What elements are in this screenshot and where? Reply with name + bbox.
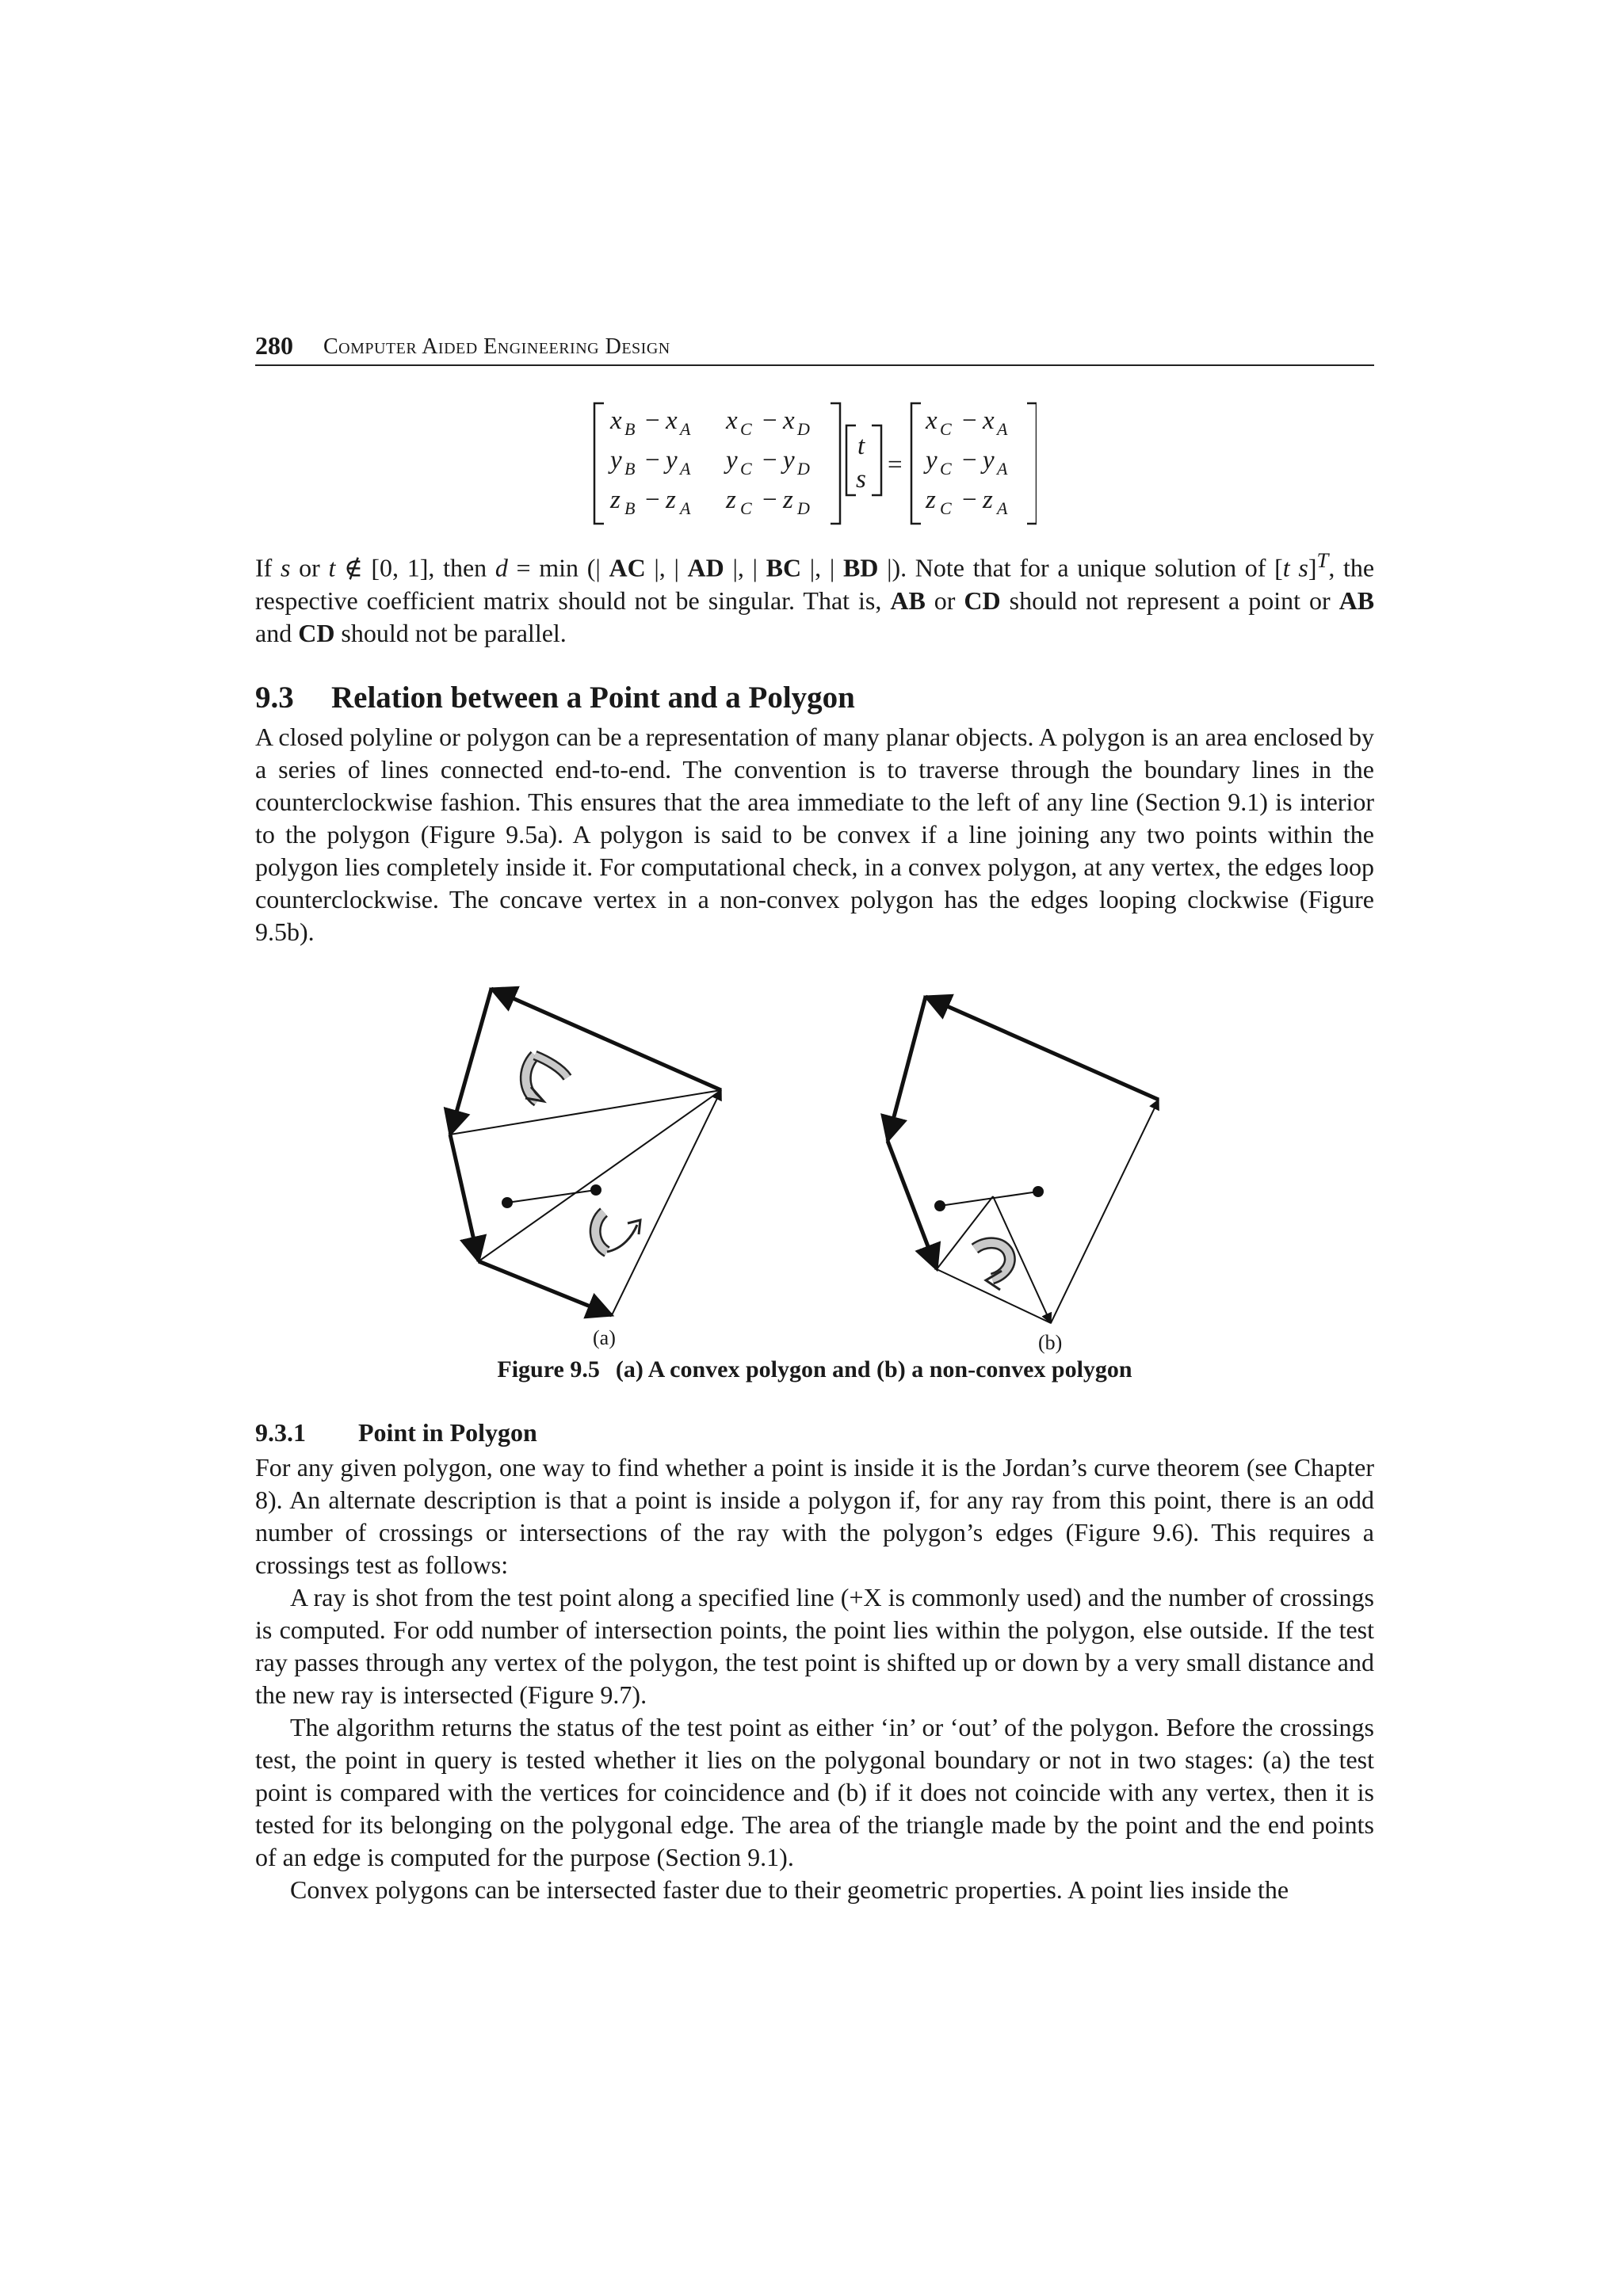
- minus-sign: −: [962, 446, 977, 475]
- equals-sign: =: [888, 451, 903, 479]
- non-convex-polygon: [888, 997, 1159, 1323]
- rhs-term-subscript: A: [997, 419, 1008, 439]
- vector-element: s: [856, 465, 866, 494]
- matrix-term-subscript: C: [740, 419, 752, 439]
- paragraph-convex-polygons: Convex polygons can be intersected faster due to their geometric properties. A point lies inside the: [290, 1875, 1289, 1904]
- matrix-term: x: [726, 406, 738, 435]
- section-title: Relation between a Point and a Polygon: [331, 681, 855, 715]
- matrix-equation: [593, 400, 1037, 527]
- section-number: 9.3: [255, 681, 294, 715]
- rhs-term-subscript: C: [940, 459, 952, 479]
- page-number: 280: [255, 331, 293, 360]
- matrix-term-subscript: A: [680, 498, 691, 518]
- matrix-term: y: [726, 446, 738, 475]
- minus-sign: −: [762, 486, 777, 514]
- matrix-equation-graphic: [593, 400, 1037, 527]
- minus-sign: −: [762, 446, 777, 475]
- matrix-term-subscript: A: [680, 459, 691, 479]
- matrix-term-subscript: B: [624, 459, 636, 479]
- minus-sign: −: [962, 406, 977, 435]
- subsection-title: Point in Polygon: [358, 1418, 537, 1447]
- paragraph-crossings-test: A ray is shot from the test point along a specified line (+X is commonly used) and the number of crossings is computed. For odd number of intersection points, the point lies within the polygon, else outside. If the test ray passes through any vertex of the polygon, the test point is shifted up or down by a very small distance and the new ray is intersected (Figure 9.7).: [255, 1583, 1374, 1709]
- paragraph-algorithm-status: The algorithm returns the status of the test point as either ‘in’ or ‘out’ of the polygon. Before the crossings test, the point in query is tested whether it lies on the polygonal boundary or not in two stages: (a) the test point is compared with the vertices for coincidence and (b) if it does not coincide with any vertex, then it is tested for its belonging on the polygonal edge. The area of the triangle made by the point and the end points of an edge is computed for the purpose (Section 9.1).: [255, 1713, 1374, 1871]
- rhs-term-subscript: A: [997, 459, 1008, 479]
- figure-label-b: (b): [1038, 1331, 1063, 1354]
- subsection-heading: [255, 1418, 537, 1447]
- matrix-term-subscript: B: [624, 419, 636, 439]
- minus-sign: −: [762, 406, 777, 435]
- vector-element: t: [857, 432, 865, 460]
- matrix-term: y: [610, 446, 622, 475]
- matrix-term-subscript: A: [680, 419, 691, 439]
- minus-sign: −: [645, 486, 660, 514]
- matrix-term-subscript: D: [797, 419, 810, 439]
- convex-polygon: [450, 989, 721, 1315]
- ccw-loop-icon-lower: [595, 1212, 640, 1252]
- figure-caption-id: Figure 9.5: [497, 1356, 600, 1383]
- matrix-term-subscript: D: [797, 459, 810, 479]
- rhs-term-subscript: C: [940, 498, 952, 518]
- matrix-term-subscript: C: [740, 459, 752, 479]
- paragraph-polygon-definition: A closed polyline or polygon can be a representation of many planar objects. A polygon is an area enclosed by a series of lines connected end-to-end. The convention is to traverse through the boundary lines in the counterclockwise fashion. This ensures that the area immediate to the left of any line (Section 9.1) is interior to the polygon (Figure 9.5a). A polygon is said to be convex if a line joining any two points within the polygon lies completely inside it. For computational check, in a convex polygon, at any vertex, the edges loop counterclockwise. The concave vertex in a non-convex polygon has the edges looping clockwise (Figure 9.5b).: [255, 723, 1374, 946]
- matrix-term-subscript: D: [797, 498, 810, 518]
- paragraph-intro: If s or t ∉ [0, 1], then d = min (| AC |, | AD |, | BC |, | BD |). Note that for a unique solution of [t s]$^T$, the respective coefficient matrix should not be singular. That is, AB or CD should not represent a point or AB and CD should not be parallel.: [255, 548, 1375, 647]
- section-heading: [255, 680, 855, 715]
- page-header: [255, 331, 1374, 366]
- polygon-diagrams: [428, 982, 1220, 1355]
- rhs-term: x: [926, 406, 938, 435]
- paragraph-jordan-theorem: For any given polygon, one way to find whether a point is inside it is the Jordan’s curve theorem (see Chapter 8). An alternate description is that a point is inside a polygon if, for any ray from this point, there is an odd number of crossings or intersections of the ray with the polygon’s edges (Figure 9.6). This requires a crossings test as follows:: [255, 1453, 1374, 1579]
- subsection-number: 9.3.1: [255, 1418, 306, 1447]
- minus-sign: −: [962, 486, 977, 514]
- matrix-term: z: [726, 486, 736, 514]
- matrix-term-subscript: B: [624, 498, 636, 518]
- matrix-term: z: [783, 486, 793, 514]
- minus-sign: −: [645, 406, 660, 435]
- figure-label-a: (a): [593, 1326, 616, 1349]
- rhs-term: z: [926, 486, 936, 514]
- matrix-term-subscript: C: [740, 498, 752, 518]
- figure-caption-text: (a) A convex polygon and (b) a non-convex polygon: [615, 1356, 1132, 1383]
- rhs-term: z: [983, 486, 993, 514]
- matrix-term: z: [610, 486, 621, 514]
- rhs-term-subscript: C: [940, 419, 952, 439]
- figure-9-5: [428, 982, 1220, 1363]
- ccw-loop-icon: [525, 1055, 567, 1101]
- cw-loop-icon: [975, 1243, 1010, 1290]
- minus-sign: −: [645, 446, 660, 475]
- rhs-term-subscript: A: [997, 498, 1008, 518]
- rhs-term: x: [983, 406, 995, 435]
- rhs-term: y: [926, 446, 938, 475]
- rhs-term: y: [983, 446, 995, 475]
- matrix-term: z: [666, 486, 676, 514]
- figure-caption: [255, 1356, 1374, 1383]
- matrix-term: y: [666, 446, 678, 475]
- matrix-term: x: [783, 406, 795, 435]
- matrix-term: y: [783, 446, 795, 475]
- running-title: Computer Aided Engineering Design: [323, 334, 670, 359]
- matrix-term: x: [666, 406, 678, 435]
- matrix-term: x: [610, 406, 622, 435]
